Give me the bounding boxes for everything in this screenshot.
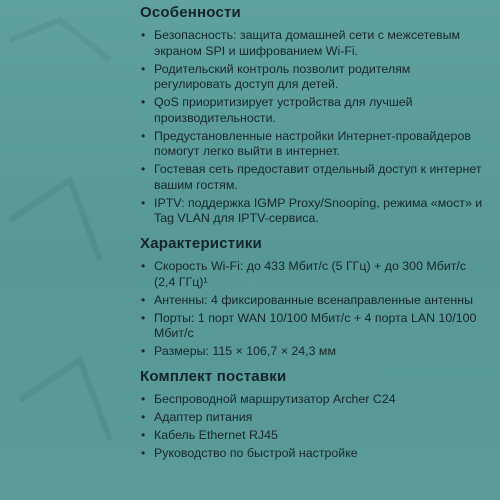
bullet: • [141, 195, 146, 210]
features-section [140, 4, 488, 227]
list-item-text: Предустановленные настройки Интернет-провайдеров помогут легко выйти в интернет. [154, 128, 471, 159]
list-item-text: Порты: 1 порт WAN 10/100 Мбит/с + 4 порта LAN 10/100 Мбит/с [154, 310, 477, 341]
bullet: • [141, 61, 146, 76]
bullet: • [141, 409, 146, 424]
background-pattern [0, 0, 120, 500]
list-item-text: Скорость Wi-Fi: до 433 Мбит/с (5 ГГц) + до 300 Мбит/с (2,4 ГГц)¹ [154, 259, 467, 289]
list-item [140, 162, 488, 193]
list-item [140, 28, 488, 59]
spec-panel [120, 0, 500, 500]
package-list [140, 392, 488, 462]
list-item-text: Беспроводной маршрутизатор Archer C24 [154, 391, 396, 406]
list-item [140, 196, 488, 227]
list-item [140, 62, 488, 93]
bullet: • [141, 128, 146, 143]
list-item [140, 95, 488, 126]
list-item [140, 392, 488, 408]
bullet: • [141, 427, 146, 442]
bullet: • [141, 391, 146, 406]
list-item-text: Кабель Ethernet RJ45 [154, 427, 278, 442]
list-item-text: QoS приоритизирует устройства для лучшей производительности. [154, 95, 413, 125]
list-item-text: Безопасность: защита домашней сети с межсетевым экраном SPI и шифрованием Wi-Fi. [154, 28, 461, 58]
list-item-text: Родительский контроль позволит родителям регулировать доступ для детей. [154, 61, 411, 92]
specs-section [140, 235, 488, 360]
list-item [140, 311, 488, 342]
bullet: • [141, 344, 146, 359]
list-item [140, 410, 488, 426]
list-item [140, 428, 488, 444]
list-item-text: Адаптер питания [154, 409, 253, 424]
list-item-text: IPTV: поддержка IGMP Proxy/Snooping, режима «мост» и Tag VLAN для IPTV-сервиса. [154, 195, 483, 226]
list-item [140, 344, 488, 360]
bullet: • [141, 259, 146, 274]
list-item-text: Антенны: 4 фиксированные всенаправленные антенны [154, 292, 474, 307]
bullet: • [141, 310, 146, 325]
features-list [140, 28, 488, 227]
list-item-text: Гостевая сеть предоставит отдельный доступ к интернет вашим гостям. [154, 162, 482, 192]
package-section [140, 368, 488, 462]
specs-heading: Характеристики [140, 235, 262, 253]
list-item [140, 446, 488, 462]
list-item-text: Руководство по быстрой настройке [154, 445, 358, 460]
bullet: • [141, 292, 146, 307]
bullet: • [141, 28, 146, 42]
list-item-text: Размеры: 115 × 106,7 × 24,3 мм [154, 344, 336, 359]
list-item [140, 129, 488, 160]
package-heading: Комплект поставки [140, 367, 287, 385]
list-item [140, 293, 488, 309]
bullet: • [141, 95, 146, 110]
specs-list [140, 259, 488, 360]
features-heading: Особенности [140, 4, 241, 21]
bullet: • [141, 162, 146, 177]
bullet: • [141, 445, 146, 460]
list-item [140, 259, 488, 290]
